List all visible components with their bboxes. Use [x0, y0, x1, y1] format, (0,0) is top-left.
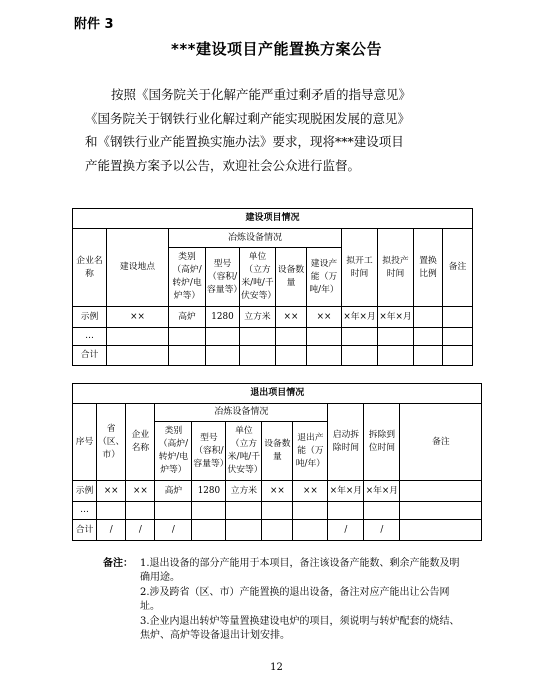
cell: 合计 — [73, 520, 97, 541]
cell: ×× — [307, 307, 342, 328]
intro-line: 按照《国务院关于化解产能严重过剩矛盾的指导意见》 — [111, 87, 412, 102]
build-section-title: 建设项目情况 — [73, 209, 473, 229]
header-count: 设备数量 — [276, 248, 307, 307]
header-model: 型号（容积/容量等） — [206, 248, 240, 307]
cell: 高炉 — [155, 481, 192, 502]
cell: 合计 — [73, 346, 107, 366]
table-row — [73, 328, 473, 346]
cell: ×年×月 — [364, 481, 400, 502]
header-unit: 单位（立方米/吨/千伏安等） — [240, 248, 276, 307]
header-unit: 单位（立方米/吨/千伏安等） — [226, 422, 262, 481]
header-remark: 备注 — [400, 404, 482, 481]
intro-line: 《国务院关于钢铁行业化解过剩产能实现脱困发展的意见》 — [85, 110, 411, 126]
cell: / — [364, 520, 400, 541]
cell: ×× — [107, 307, 169, 328]
header-start-time: 拟开工时间 — [342, 229, 378, 307]
cell: ×× — [262, 481, 293, 502]
header-ratio: 置换比例 — [414, 229, 443, 307]
table-row — [73, 520, 482, 541]
header-commission-time: 拟投产时间 — [378, 229, 414, 307]
table-row — [73, 502, 482, 520]
header-company: 企业名称 — [73, 229, 107, 307]
exit-project-table — [72, 383, 482, 541]
cell: 高炉 — [169, 307, 206, 328]
cell: ×年×月 — [328, 481, 364, 502]
header-model: 型号（容积/容量等） — [192, 422, 226, 481]
cell: ×× — [276, 307, 307, 328]
header-equipment-group: 冶炼设备情况 — [155, 404, 328, 422]
page-number: 12 — [270, 662, 283, 673]
cell: / — [126, 520, 155, 541]
table-row — [73, 481, 482, 502]
intro-line: 产能置换方案予以公告，欢迎社会公众进行监督。 — [85, 157, 361, 173]
cell: 1280 — [192, 481, 226, 502]
attachment-label: 附件 3 — [74, 17, 114, 32]
header-serial: 序号 — [73, 404, 97, 481]
cell: / — [155, 520, 192, 541]
header-demolish-done: 拆除到位时间 — [364, 404, 400, 481]
header-company: 企业名称 — [126, 404, 155, 481]
cell: … — [73, 502, 97, 520]
cell: 1280 — [206, 307, 240, 328]
header-capacity: 建设产能（万吨/年） — [307, 248, 342, 307]
cell: ×年×月 — [378, 307, 414, 328]
header-remark: 备注 — [443, 229, 473, 307]
cell — [443, 307, 473, 328]
note-item: 2.涉及跨省（区、市）产能置换的退出设备，备注对应产能出让公告网址。 — [140, 587, 450, 612]
exit-section-title: 退出项目情况 — [73, 384, 482, 404]
header-location: 建设地点 — [107, 229, 169, 307]
note-item: 3.企业内退出转炉等量置换建设电炉的项目，须说明与转炉配套的烧结、焦炉、高炉等设备退出计划安排。 — [140, 616, 460, 641]
cell — [414, 307, 443, 328]
cell: / — [328, 520, 364, 541]
cell: 立方米 — [226, 481, 262, 502]
cell — [400, 481, 482, 502]
intro-paragraph — [85, 83, 485, 177]
table-row — [73, 346, 473, 366]
cell: 示例 — [73, 481, 97, 502]
notes-section — [103, 557, 463, 644]
cell: … — [73, 328, 107, 346]
cell: / — [97, 520, 126, 541]
note-item: 1.退出设备的部分产能用于本项目，备注该设备产能数、剩余产能数及明确用途。 — [140, 558, 460, 583]
intro-line: 和《钢铁行业产能置换实施办法》要求，现将***建设项目 — [85, 134, 404, 149]
header-start-demolish: 启动拆除时间 — [328, 404, 364, 481]
cell: ×× — [293, 481, 328, 502]
cell: 立方米 — [240, 307, 276, 328]
cell: ×× — [97, 481, 126, 502]
cell: 示例 — [73, 307, 107, 328]
header-province: 省（区、市） — [97, 404, 126, 481]
table-row — [73, 307, 473, 328]
cell: ×年×月 — [342, 307, 378, 328]
header-equipment-group: 冶炼设备情况 — [169, 229, 342, 248]
cell: ×× — [126, 481, 155, 502]
build-project-table — [72, 208, 473, 366]
notes-label: 备注： — [103, 558, 133, 569]
header-category: 类别（高炉/转炉/电炉等） — [155, 422, 192, 481]
header-count: 设备数量 — [262, 422, 293, 481]
page-title: ***建设项目产能置换方案公告 — [170, 40, 383, 58]
header-category: 类别（高炉/转炉/电炉等） — [169, 248, 206, 307]
header-capacity: 退出产能（万吨/年） — [293, 422, 328, 481]
